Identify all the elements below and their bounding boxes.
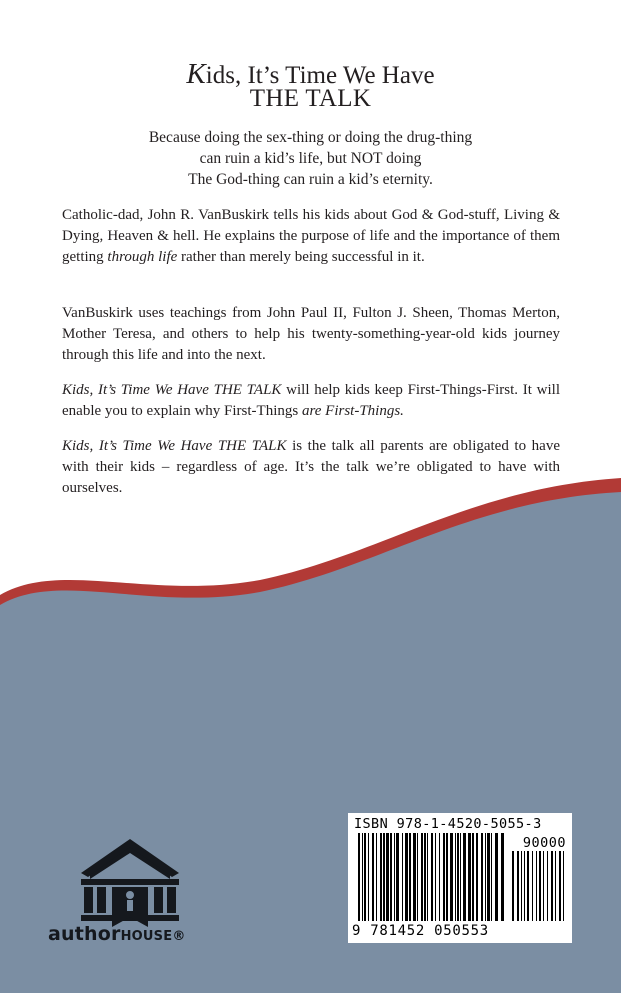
- addon-bar: [555, 851, 556, 921]
- barcode-bar: [413, 833, 416, 921]
- barcode-bar: [481, 833, 483, 921]
- addon-bar: [532, 851, 533, 921]
- barcode-bar: [455, 833, 456, 921]
- barcode-bar: [368, 833, 369, 921]
- barcode-bar: [435, 833, 436, 921]
- barcode-bar: [468, 833, 471, 921]
- publisher-name-part-1: author: [48, 923, 121, 945]
- addon-bar: [559, 851, 561, 921]
- barcode-bar: [491, 833, 492, 921]
- p1-text-b: rather than merely being successful in it.: [177, 249, 425, 265]
- addon-bar: [521, 851, 522, 921]
- barcode-bar: [364, 833, 366, 921]
- isbn-label: ISBN 978-1-4520-5055-3: [354, 816, 542, 832]
- p1-emphasis: through life: [107, 249, 178, 265]
- barcode-bar: [390, 833, 392, 921]
- barcode-bar: [396, 833, 399, 921]
- barcode-bar: [457, 833, 459, 921]
- addon-bar: [551, 851, 553, 921]
- addon-bar: [524, 851, 525, 921]
- publisher-wordmark: [48, 923, 186, 945]
- barcode-bar: [427, 833, 428, 921]
- p2-text: VanBuskirk uses teachings from John Paul II, Fulton J. Sheen, Thomas Merton, Mother Teresa, and others to help his twenty-something-year-old kids journey through this life and into the next.: [62, 305, 560, 363]
- barcode-bar: [383, 833, 385, 921]
- addon-bar: [547, 851, 548, 921]
- tagline: [0, 127, 621, 190]
- tagline-line-1: Because doing the sex-thing or doing the drug-thing: [148, 129, 473, 146]
- addon-bar: [536, 851, 537, 921]
- barcode-bar: [362, 833, 363, 921]
- barcode-bar: [450, 833, 453, 921]
- barcode-bar: [372, 833, 374, 921]
- isbn-barcode: [348, 813, 572, 943]
- barcode-bar: [485, 833, 486, 921]
- addon-bar: [512, 851, 514, 921]
- p4-title-emphasis: Kids, It’s Time We Have THE TALK: [62, 438, 287, 454]
- barcode-bar: [443, 833, 445, 921]
- title-initial: K: [186, 58, 206, 90]
- p3-emphasis: are First-Things.: [301, 403, 404, 419]
- registered-mark: ®: [172, 929, 186, 944]
- tagline-line-3: The God-thing can ruin a kid’s eternity.: [188, 171, 433, 188]
- description-paragraph-1: [62, 205, 560, 268]
- p4-text: is the talk all parents are obligated to have with their kids – regardless of age. It’s the talk we’re obligated to have with ourselves.: [62, 438, 560, 496]
- addon-code: 90000: [522, 835, 566, 851]
- addon-bar: [563, 851, 564, 921]
- description-paragraph-2: [62, 303, 560, 366]
- description-paragraph-4: [62, 436, 560, 499]
- addon-bar: [527, 851, 529, 921]
- barcode-bar: [439, 833, 440, 921]
- book-title-line-2: THE TALK: [249, 85, 372, 112]
- title-rest: ids, It’s Time We Have: [205, 62, 435, 89]
- barcode-bar: [463, 833, 466, 921]
- barcode-bar: [472, 833, 474, 921]
- ean-digits: 9 781452 050553: [352, 923, 489, 939]
- barcode-bar: [495, 833, 498, 921]
- barcode-bar: [446, 833, 448, 921]
- publisher-name-part-2: HOUSE: [120, 929, 173, 944]
- barcode-bar: [376, 833, 377, 921]
- barcode-bar: [386, 833, 389, 921]
- barcode-bar: [394, 833, 395, 921]
- barcode-bar: [380, 833, 382, 921]
- barcode-bar: [405, 833, 408, 921]
- p3-title-emphasis: Kids, It’s Time We Have THE TALK: [62, 382, 282, 398]
- addon-bar: [517, 851, 519, 921]
- barcode-bar: [501, 833, 504, 921]
- tagline-line-2: can ruin a kid’s life, but NOT doing: [199, 150, 422, 167]
- description-paragraph-3: [62, 380, 560, 422]
- barcode-bar: [358, 833, 360, 921]
- barcode-bar: [417, 833, 418, 921]
- barcode-bar: [402, 833, 403, 921]
- barcode-bar: [476, 833, 478, 921]
- addon-bar: [539, 851, 541, 921]
- barcode-bar: [409, 833, 411, 921]
- addon-bar: [543, 851, 544, 921]
- barcode-bar: [487, 833, 490, 921]
- barcode-bar: [424, 833, 426, 921]
- p3-text: will help kids keep First-Things-First. It will enable you to explain why First-Things: [62, 382, 560, 419]
- barcode-bar: [431, 833, 433, 921]
- p1-text-a: Catholic-dad, John R. VanBuskirk tells his kids about God & God-stuff, Living & Dying, Heaven & hell. He explains the purpose of life and the importance of them getting: [62, 207, 560, 265]
- barcode-bar: [421, 833, 423, 921]
- barcode-bar: [460, 833, 461, 921]
